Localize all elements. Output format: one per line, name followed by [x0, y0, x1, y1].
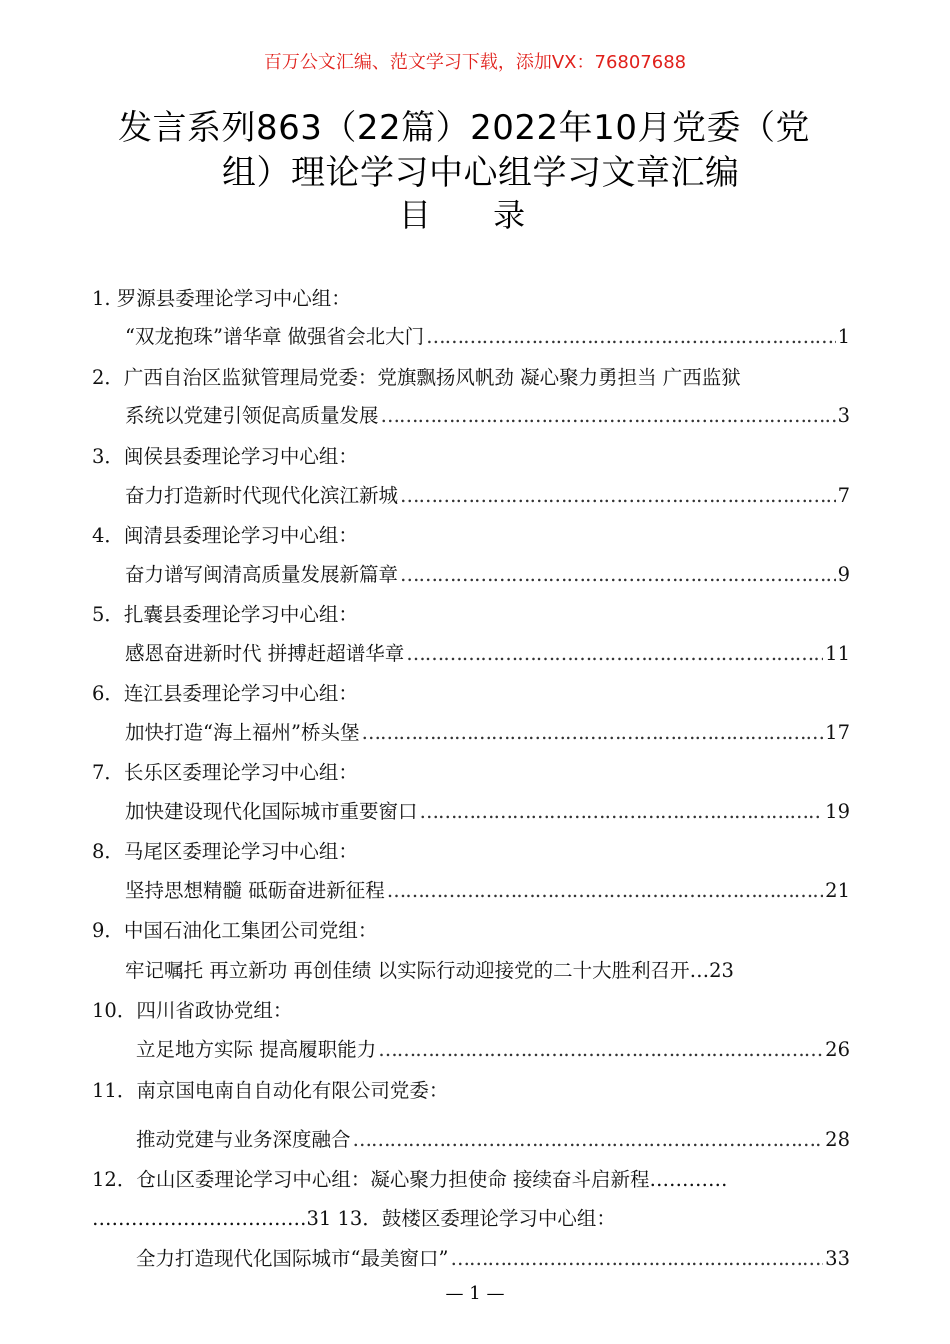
toc-entry-head: 8．马尾区委理论学习中心组：	[92, 840, 358, 863]
toc-entry-title: 加快打造“海上福州”桥头堡	[125, 721, 360, 744]
toc-entry-title: 感恩奋进新时代 拼搏赶超谱华章	[125, 642, 405, 665]
dot-leader	[450, 1247, 823, 1270]
toc-entry[interactable]	[125, 875, 850, 905]
toc-entry-title: 坚持思想精髓 砥砺奋进新征程	[125, 879, 385, 902]
toc-page-number: 1	[837, 325, 850, 348]
toc-page-number: 26	[825, 1038, 850, 1061]
toc-page-number: 19	[825, 800, 850, 823]
toc-entry-title: 牢记嘱托 再立新功 再创佳绩 以实际行动迎接党的二十大胜利召开…	[125, 959, 710, 982]
dot-leader	[406, 642, 823, 665]
toc-entry-title: 推动党建与业务深度融合	[136, 1128, 351, 1151]
toc-entry-head: 7．长乐区委理论学习中心组：	[92, 761, 358, 784]
watermark-banner: 百万公文汇编、范文学习下载，添加VX：76807688	[263, 52, 687, 73]
toc-entry[interactable]	[125, 717, 850, 747]
toc-entry-continuation: ……………………………31 13．鼓楼区委理论学习中心组：	[92, 1207, 616, 1230]
dot-leader	[378, 1038, 823, 1061]
toc-entry[interactable]	[125, 400, 850, 430]
toc-entry-title: “双龙抱珠”谱华章 做强省会北大门	[125, 325, 425, 348]
toc-entry-title: 奋力谱写闽清高质量发展新篇章	[125, 563, 399, 586]
dot-leader	[426, 325, 835, 348]
toc-page-number: 11	[825, 642, 850, 665]
dot-leader	[400, 484, 836, 507]
toc-page-number: 17	[825, 721, 850, 744]
toc-entry[interactable]	[125, 480, 850, 510]
dot-leader	[387, 879, 823, 902]
toc-entry-title: 系统以党建引领促高质量发展	[125, 404, 379, 427]
toc-entry-head: 9．中国石油化工集团公司党组：	[92, 919, 378, 942]
toc-entry-title: 全力打造现代化国际城市“最美窗口”	[136, 1247, 449, 1270]
toc-entry-title: 加快建设现代化国际城市重要窗口	[125, 800, 418, 823]
toc-entry[interactable]	[136, 1124, 850, 1154]
dot-leader	[353, 1128, 824, 1151]
toc-entry-head: 2．广西自治区监狱管理局党委：党旗飘扬风帆劲 凝心聚力勇担当 广西监狱	[92, 366, 741, 389]
dot-leader	[400, 563, 836, 586]
toc-entry-head: 11．南京国电南自自动化有限公司党委：	[92, 1079, 449, 1102]
toc-entry-head: 3．闽侯县委理论学习中心组：	[92, 445, 358, 468]
toc-entry[interactable]	[125, 321, 850, 351]
toc-entry[interactable]	[125, 955, 850, 985]
toc-entry[interactable]	[136, 1243, 850, 1273]
toc-page-number: 3	[837, 404, 850, 427]
document-title-line-2: 组）理论学习中心组学习文章汇编	[222, 153, 740, 193]
toc-entry-head: 5．扎囊县委理论学习中心组：	[92, 603, 358, 626]
toc-heading: 目 录	[398, 196, 552, 234]
toc-entry-title: 奋力打造新时代现代化滨江新城	[125, 484, 399, 507]
toc-page-number: 33	[825, 1247, 850, 1270]
toc-page-number: 21	[825, 879, 850, 902]
toc-entry-head: 6．连江县委理论学习中心组：	[92, 682, 358, 705]
page-footer-number: — 1 —	[445, 1283, 505, 1304]
toc-page-number: 28	[825, 1128, 850, 1151]
toc-page-number: 23	[709, 959, 734, 982]
toc-page-number: 7	[837, 484, 850, 507]
toc-entry-head: 10．四川省政协党组：	[92, 999, 293, 1022]
toc-entry-head: 12．仓山区委理论学习中心组：凝心聚力担使命 接续奋斗启新程…………	[92, 1168, 728, 1191]
dot-leader	[381, 404, 836, 427]
toc-entry-head: 1. 罗源县委理论学习中心组：	[92, 287, 351, 310]
dot-leader	[420, 800, 824, 823]
toc-entry[interactable]	[125, 638, 850, 668]
toc-entry[interactable]	[136, 1034, 850, 1064]
toc-page-number: 9	[837, 563, 850, 586]
toc-entry-title: 立足地方实际 提高履职能力	[136, 1038, 377, 1061]
toc-entry[interactable]	[125, 796, 850, 826]
dot-leader	[361, 721, 823, 744]
document-title-line-1: 发言系列863（22篇）2022年10月党委（党	[118, 108, 810, 148]
toc-entry-head: 4．闽清县委理论学习中心组：	[92, 524, 358, 547]
toc-entry[interactable]	[125, 559, 850, 589]
